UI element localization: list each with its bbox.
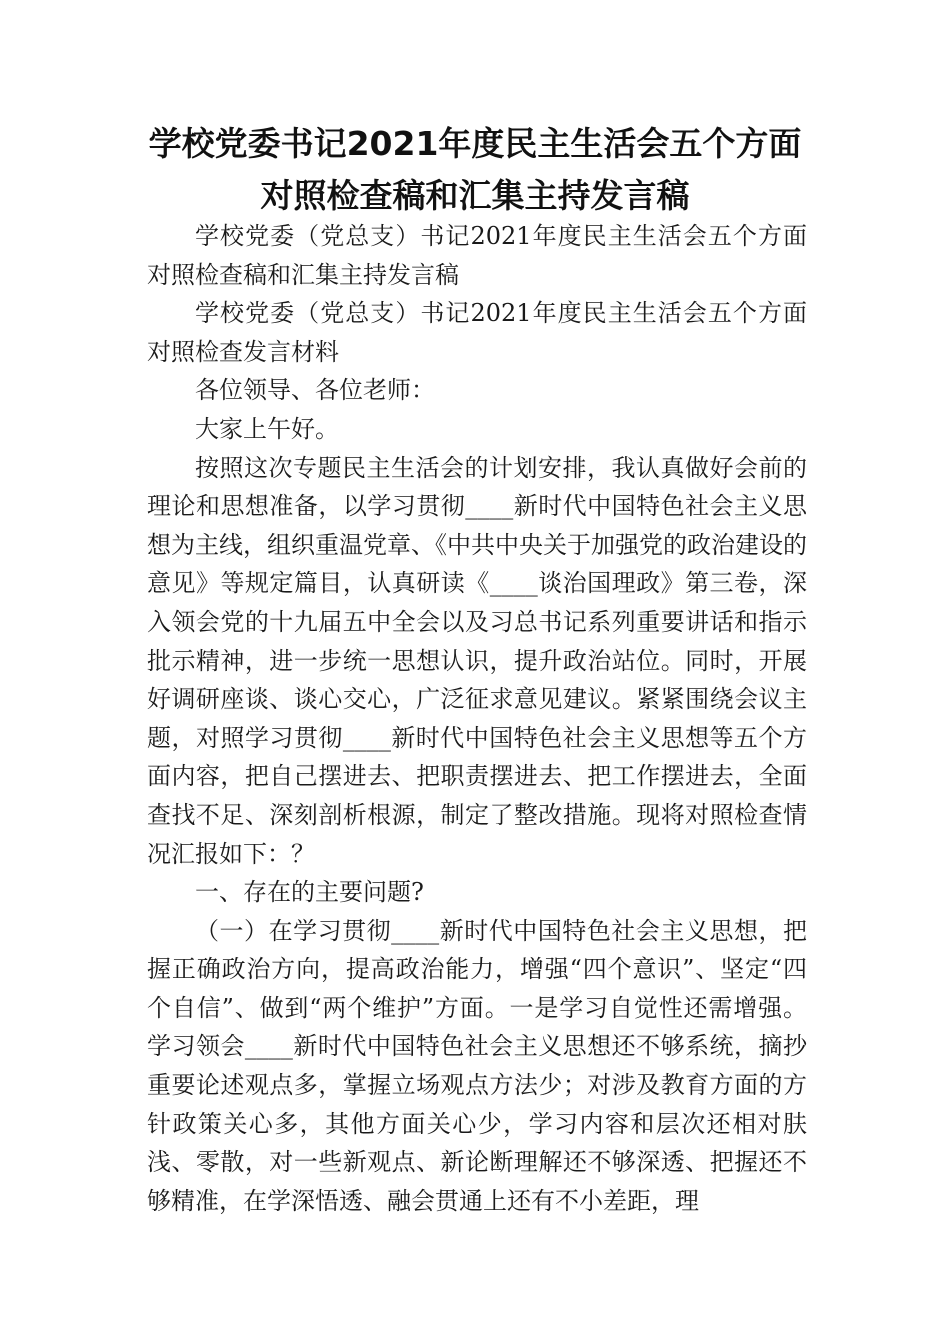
document-title-line-2: 对照检查稿和汇集主持发言稿	[260, 176, 690, 215]
document-body	[147, 217, 807, 1220]
section-heading-main-problems: 一、存在的主要问题?	[195, 878, 424, 907]
paragraph-greeting: 大家上午好。	[195, 414, 339, 443]
document-title-line-1: 学校党委书记2021年度民主生活会五个方面	[148, 124, 802, 163]
paragraph-salutation: 各位领导、各位老师：	[195, 376, 435, 405]
paragraph-material-heading: 学校党委（党总支）书记2021年度民主生活会五个方面对照检查发言材料	[147, 299, 807, 366]
paragraph-introduction: 按照这次专题民主生活会的计划安排，我认真做好会前的理论和思想准备，以学习贯彻____新时代中国特色社会主义思想为主线，组织重温党章、《中共中央关于加强党的政治建设的意见》等规定篇目，认真研读《____谈治国理政》第三卷，深入领会党的十九届五中全会以及习总书记系列重要讲话和指示批示精神，进一步统一思想认识，提升政治站位。同时，开展好调研座谈、谈心交心，广泛征求意见建议。紧紧围绕会议主题，对照学习贯彻____新时代中国特色社会主义思想等五个方面内容，把自己摆进去、把职责摆进去、把工作摆进去，全面查找不足、深刻剖析根源，制定了整改措施。现将对照检查情况汇报如下：？	[147, 453, 807, 868]
paragraph-doc-heading: 学校党委（党总支）书记2021年度民主生活会五个方面对照检查稿和汇集主持发言稿	[147, 222, 807, 289]
paragraph-problem-one: （一）在学习贯彻____新时代中国特色社会主义思想，把握正确政治方向，提高政治能力，增强“四个意识”、坚定“四个自信”、做到“两个维护”方面。一是学习自觉性还需增强。学习领会____新时代中国特色社会主义思想还不够系统，摘抄重要论述观点多，掌握立场观点方法少；对涉及教育方面的方针政策关心多，其他方面关心少，学习内容和层次还相对肤浅、零散，对一些新观点、新论断理解还不够深透、把握还不够精准，在学深悟透、融会贯通上还有不小差距，理	[147, 916, 807, 1215]
